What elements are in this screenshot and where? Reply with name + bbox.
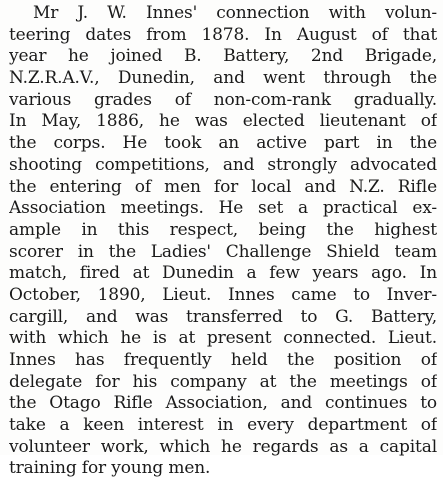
text-line: various grades of non-com-rank gradually. <box>9 89 437 110</box>
text-line: Mr J. W. Innes' connection with volun- <box>33 3 437 23</box>
text-line: take a keen interest in every department of <box>9 415 437 436</box>
text-line: teering dates from 1878. In August of that <box>9 24 437 45</box>
text-line: the entering of men for local and N.Z. Rifle <box>9 176 437 197</box>
text-line: the Otago Rifle Association, and continues to <box>9 393 437 414</box>
text-line: Innes has frequently held the position of <box>9 350 437 370</box>
text-line: N.Z.R.A.V., Dunedin, and went through the <box>9 68 437 89</box>
text-line: Association meetings. He set a practical ex- <box>9 198 437 219</box>
text-line: training for young men. <box>9 458 211 479</box>
text-line: October, 1890, Lieut. Innes came to Inver- <box>9 284 437 305</box>
text-line: volunteer work, which he regards as a capital <box>9 436 437 457</box>
text-line: shooting competitions, and strongly advocated <box>9 154 437 175</box>
text-line: cargill, and was transferred to G. Battery, <box>9 306 437 327</box>
text-line: In May, 1886, he was elected lieutenant of <box>9 111 437 132</box>
text-line: the corps. He took an active part in the <box>9 133 437 154</box>
text-line: with which he is at present connected. Lieut. <box>9 328 437 349</box>
text-line: ample in this respect, being the highest <box>9 219 437 240</box>
article-paragraph <box>9 3 437 480</box>
text-line: delegate for his company at the meetings of <box>9 371 437 392</box>
text-line: year he joined B. Battery, 2nd Brigade, <box>9 46 437 67</box>
text-line: scorer in the Ladies' Challenge Shield team <box>9 241 437 262</box>
text-line: match, fired at Dunedin a few years ago. In <box>9 263 437 284</box>
